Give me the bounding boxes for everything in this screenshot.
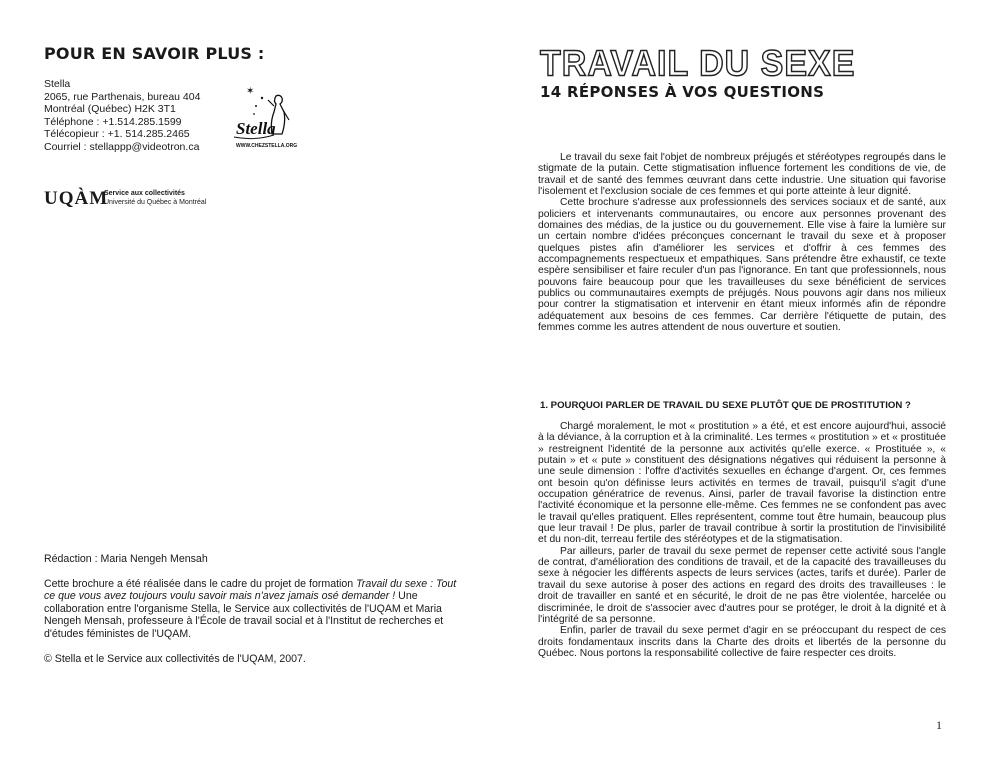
contact-line: Télécopieur : +1. 514.285.2465 <box>44 128 190 141</box>
page-subtitle: 14 RÉPONSES À VOS QUESTIONS <box>540 83 825 101</box>
svg-text:✶: ✶ <box>246 86 255 97</box>
intro-paragraph: Le travail du sexe fait l'objet de nombreux préjugés et stéréotypes regroupés dans le stigmate de la putain. Cette stigmatisation influence fortement les conditions de vie, de travail et de santé des femmes œuvrant dans cette industrie. Une situation qui favorise l'isolement et l'exclusion sociale de ces femmes et qui porte atteinte à leur dignité. <box>538 152 946 198</box>
answer-paragraph: Chargé moralement, le mot « prostitution » a été, et est encore aujourd'hui, associé à la déviance, à la corruption et à la criminalité. Les termes « prostitution » et « prostituée » restreignent l'identité de la personne aux activités qu'elle exerce. « Prostituée », « putain » et « pute » constituent des désignations négatives qui réduisent la personne à une seule dimension : l'offre d'activités sexuelles en échange d'argent. Or, ces femmes ont besoin qu'on définisse leurs activités en termes de travail, puisqu'il s'agit d'une occupation génératrice de revenus. Ainsi, parler de travail favorise la distinction entre l'activité économique et la personne elle-même. Ces femmes ne se confondent pas avec le travail qu'elles pratiquent. Elles représentent, comme tout être humain, beaucoup plus que leur travail ! De plus, parler de travail contribue à sortir la prostitution de l'invisibilité et du non-dit, terreau fertile des stéréotypes et de la stigmatisation. <box>538 421 946 546</box>
uqam-service-label: Service aux collectivités <box>104 190 185 197</box>
brochure-rest: Une collaboration entre l'organisme Stella, le Service aux collectivités de l'UQAM et Maria Nengeh Mensah, professeure à l'École de travail social et à l'Institut de recherches et d'études féministes de l'UQAM. <box>44 590 444 640</box>
copyright-line: © Stella et le Service aux collectivités de l'UQAM, 2007. <box>44 652 306 665</box>
brochure-intro: Cette brochure a été réalisée dans le cadre du projet de formation <box>44 577 357 590</box>
answer-paragraph: Enfin, parler de travail du sexe permet d'agir en se préoccupant du respect de ces droits fondamentaux inscrits dans la Charte des droits et libertés de la personne du Québec. Nous portons la responsabilité collective de faire respecter ces droits. <box>538 625 946 659</box>
stella-figure-icon <box>226 84 302 150</box>
answer-paragraph: Par ailleurs, parler de travail du sexe permet de repenser cette activité sous l'angle de contrat, d'amélioration des conditions de travail, et de la capacité des travailleuses du sexe à négocier les différents aspects de leurs services (actes, tarifs et durée). Parler de travail du sexe autorise à poser des actions en regard des droits des travailleuses : le droit de travailler en santé et en sécurité, le droit de ne pas être violentée, harcelée ou discriminée, le droit de s'associer avec d'autres pour se protéger, le droit à la dignité et à l'intégrité de sa personne. <box>538 545 946 625</box>
page-title: TRAVAIL DU SEXE <box>540 44 856 84</box>
credits-block <box>44 553 464 665</box>
uqam-university-label: Université du Québec à Montréal <box>104 199 207 206</box>
intro-paragraph: Cette brochure s'adresse aux professionnels des services sociaux et de santé, aux policiers et intervenants communautaires, ou encore aux personnes provenant des domaines des médias, de la justice ou du gouvernement. Elle vise à faire la lumière sur un certain nombre d'idées préconçues concernant le travail du sexe et à proposer quelques pistes afin d'améliorer les services et d'offrir à ces femmes des accompagnements respectueux et empathiques. Sans prétendre être exhaustif, ce texte espère sensibiliser et faire reculer d'un pas l'ignorance. En tant que professionnels, nous pouvons faire beaucoup pour que les travailleuses du sexe bénéficient de services publics ou communautaires exempts de préjugés. Nous pouvons agir dans nos milieux pour contrer la stigmatisation et intervenir en étant mieux informés afin de répondre adéquatement aux besoins de ces femmes. Car derrière l'étiquette de putain, des femmes comme les autres attendent de nous ouverture et soutien. <box>538 197 946 334</box>
question-heading: 1. POURQUOI PARLER DE TRAVAIL DU SEXE PLUTÔT QUE DE PROSTITUTION ? <box>540 400 911 411</box>
section-heading-more-info: POUR EN SAVOIR PLUS : <box>44 44 265 63</box>
contact-line: Téléphone : +1.514.285.1599 <box>44 115 182 128</box>
contact-line: Montréal (Québec) H2K 3T1 <box>44 103 176 116</box>
contact-line: Courriel : stellappp@videotron.ca <box>44 140 200 153</box>
contact-block <box>44 78 200 154</box>
stella-logo <box>226 84 302 150</box>
intro-text <box>538 152 946 334</box>
contact-line: Stella <box>44 78 71 90</box>
page-number: 1 <box>936 718 942 732</box>
uqam-logo <box>44 188 244 218</box>
stella-logo-name: Stella <box>236 119 276 138</box>
stella-logo-url: WWW.CHEZSTELLA.ORG <box>236 143 298 149</box>
uqam-wordmark: UQÀM <box>44 188 109 209</box>
redaction-line: Rédaction : Maria Nengeh Mensah <box>44 553 208 565</box>
answer-text <box>538 421 946 659</box>
brochure-description <box>44 578 464 641</box>
contact-line: 2065, rue Parthenais, bureau 404 <box>44 90 201 103</box>
brochure-title: Travail du sexe : Tout ce que vous avez toujours voulu savoir mais n'avez jamais osé demander ! <box>44 577 457 603</box>
